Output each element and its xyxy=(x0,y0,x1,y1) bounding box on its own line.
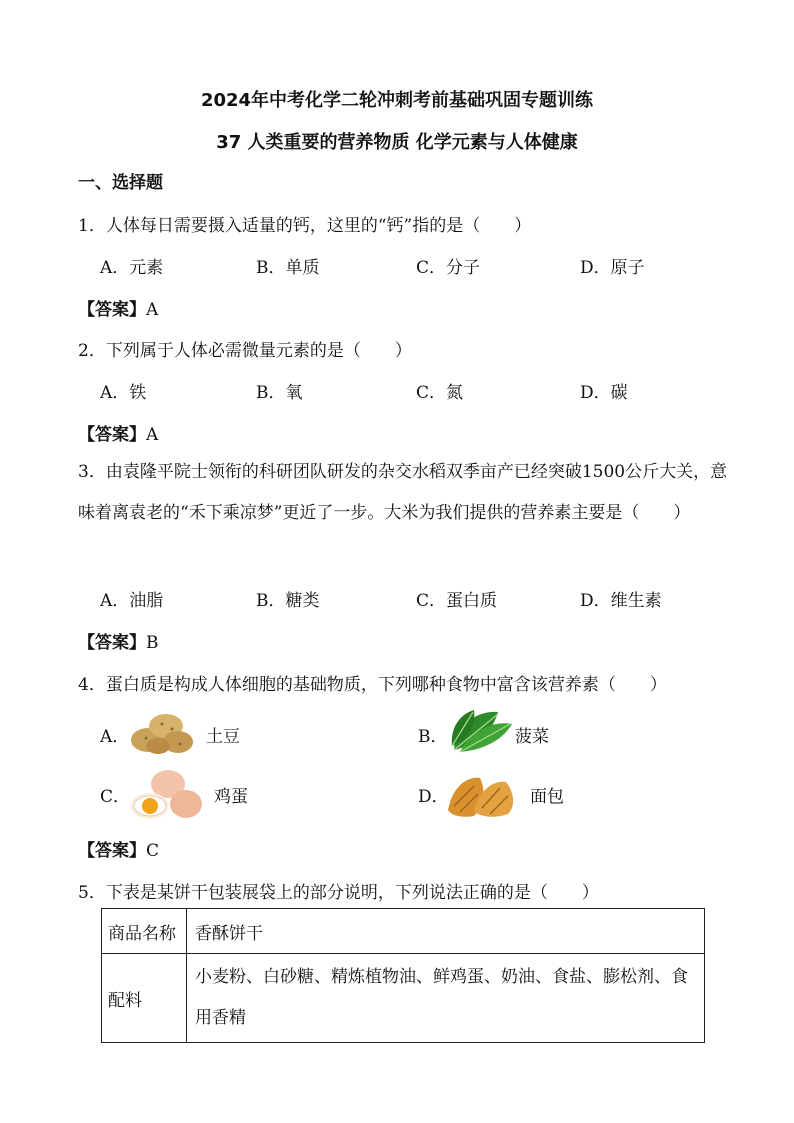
table-row xyxy=(102,954,705,1043)
food-option-b xyxy=(418,706,618,760)
table-key-cell: 商品名称 xyxy=(102,909,187,954)
option-d: D．维生素 xyxy=(580,591,662,611)
table-value-cell xyxy=(187,954,705,1043)
question-3-answer xyxy=(78,628,159,653)
answer-label: 【答案】 xyxy=(78,300,146,320)
table-value-cell: 香酥饼干 xyxy=(187,909,705,954)
food-option-d xyxy=(418,766,618,822)
question-1-options xyxy=(100,253,740,279)
question-1-stem: 1．人体每日需要摄入适量的钙，这里的“钙”指的是（ ） xyxy=(78,216,532,236)
option-label: D． xyxy=(418,787,449,807)
answer-value: A xyxy=(146,425,159,445)
option-d: D．碳 xyxy=(580,383,628,403)
option-label: B． xyxy=(418,727,448,747)
spinach-icon xyxy=(446,706,516,758)
option-c: C．蛋白质 xyxy=(416,591,498,611)
potato-icon xyxy=(128,706,196,756)
food-name: 鸡蛋 xyxy=(214,787,248,807)
question-4-stem: 4．蛋白质是构成人体细胞的基础物质，下列哪种食物中富含该营养素（ ） xyxy=(78,675,667,695)
question-5-stem: 5．下表是某饼干包装展袋上的部分说明，下列说法正确的是（ ） xyxy=(78,883,599,903)
answer-label: 【答案】 xyxy=(78,841,146,861)
question-4-answer xyxy=(78,836,159,861)
option-a: A．油脂 xyxy=(100,591,164,611)
question-3-stem: 3．由袁隆平院士领衔的科研团队研发的杂交水稻双季亩产已经突破1500公斤大关，意味着离袁老的“禾下乘凉梦”更近了一步。大米为我们提供的营养素主要是（ ） xyxy=(78,462,728,523)
answer-value: B xyxy=(146,633,159,653)
option-b: B．单质 xyxy=(256,258,320,278)
question-2-options xyxy=(100,378,740,404)
option-d: D．原子 xyxy=(580,258,645,278)
option-b: B．氧 xyxy=(256,383,303,403)
question-2-stem: 2．下列属于人体必需微量元素的是（ ） xyxy=(78,341,412,361)
option-b: B．糖类 xyxy=(256,591,320,611)
question-3-options xyxy=(100,586,740,612)
answer-value: A xyxy=(146,300,159,320)
option-label: C． xyxy=(100,787,131,807)
table-key-cell: 配料 xyxy=(102,954,187,1043)
question-1-answer xyxy=(78,295,158,320)
table-row xyxy=(102,909,705,954)
option-a: A．元素 xyxy=(100,258,164,278)
food-option-c xyxy=(100,766,300,822)
option-label: A． xyxy=(100,727,130,747)
food-name: 土豆 xyxy=(206,727,240,747)
answer-label: 【答案】 xyxy=(78,633,146,653)
product-info-table xyxy=(101,908,705,1043)
option-c: C．氮 xyxy=(416,383,464,403)
answer-label: 【答案】 xyxy=(78,425,146,445)
document-subtitle: 37 人类重要的营养物质 化学元素与人体健康 xyxy=(216,132,578,153)
question-2-answer xyxy=(78,420,158,445)
section-heading: 一、选择题 xyxy=(78,173,163,193)
ingredients-text: 小麦粉、白砂糖、精炼植物油、鲜鸡蛋、奶油、食盐、膨松剂、食用香精 xyxy=(195,967,688,1028)
food-option-a xyxy=(100,706,300,760)
document-title: 2024年中考化学二轮冲刺考前基础巩固专题训练 xyxy=(200,90,594,111)
option-a: A．铁 xyxy=(100,383,147,403)
egg-icon xyxy=(128,766,206,822)
food-name: 面包 xyxy=(530,787,564,807)
answer-value: C xyxy=(146,841,160,861)
croissant-icon xyxy=(444,766,520,820)
option-c: C．分子 xyxy=(416,258,481,278)
food-name: 菠菜 xyxy=(515,727,549,747)
